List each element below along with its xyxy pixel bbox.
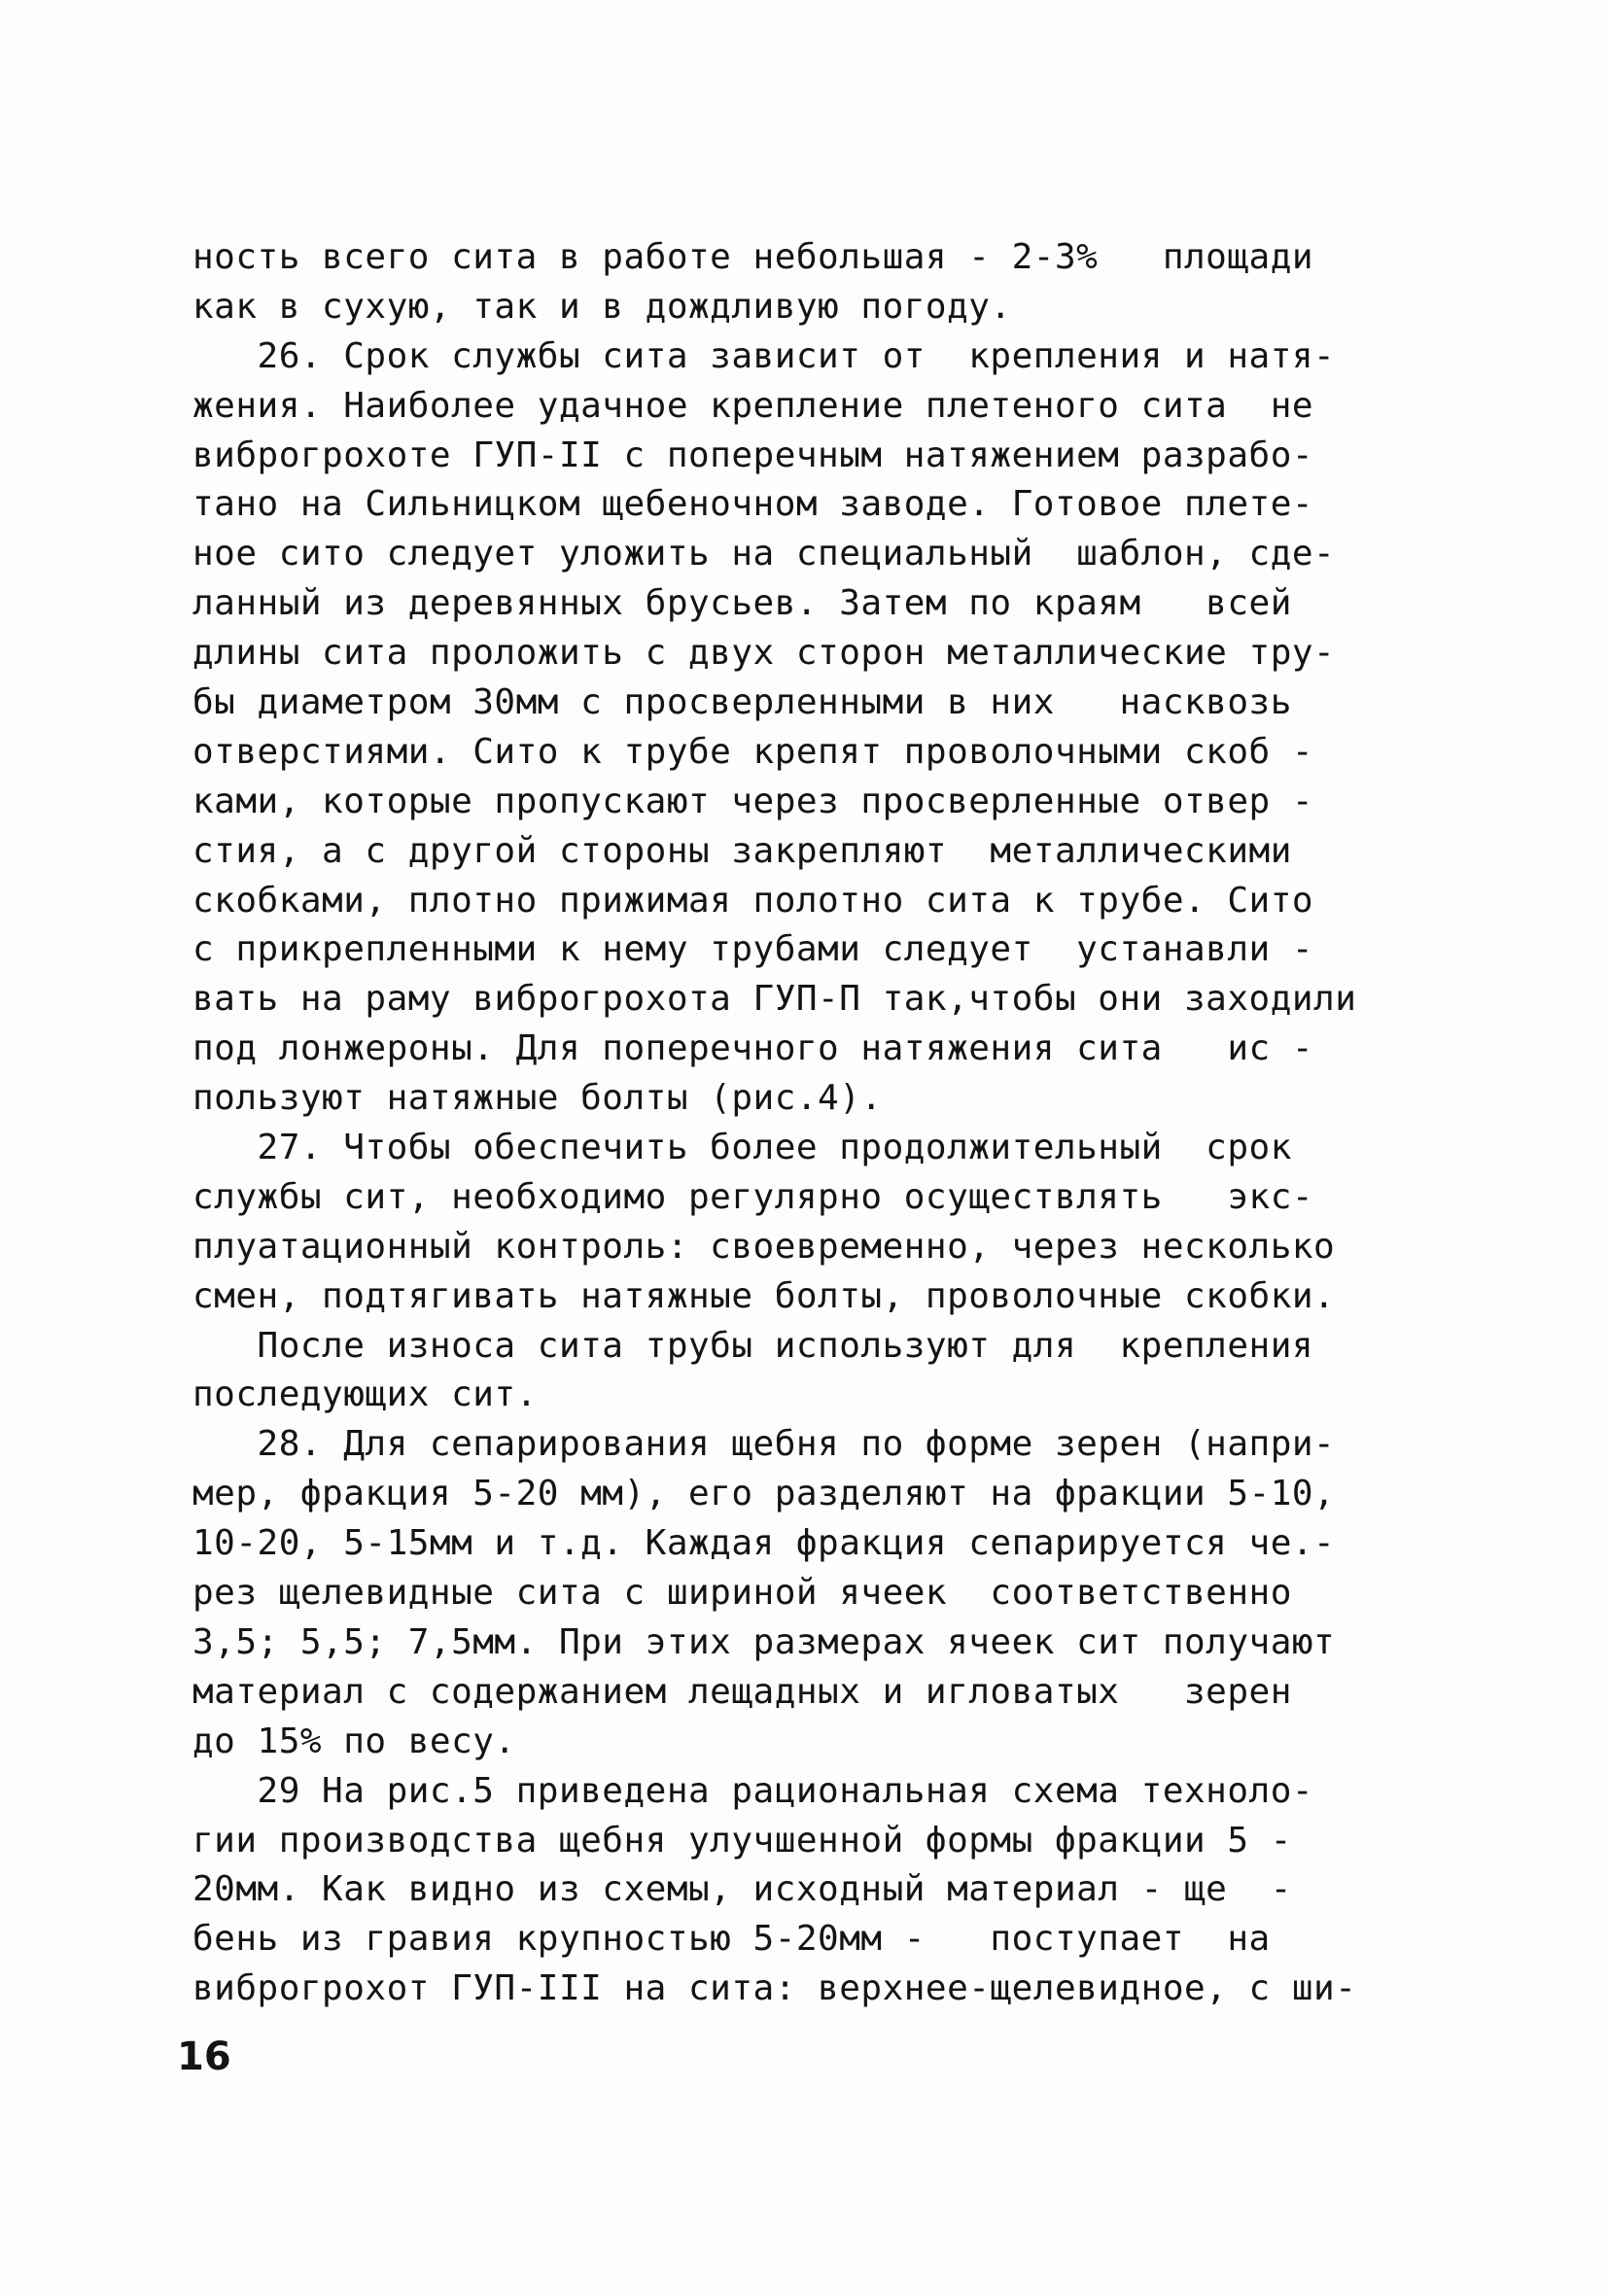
text-line: 27. Чтобы обеспечить более продолжительный срок [192,1128,1292,1168]
text-line: виброгрохоте ГУП-II с поперечным натяжением разрабо- [192,435,1314,475]
text-line: 28. Для сепарирования щебня по форме зерен (напри- [192,1424,1336,1465]
text-line: скобками, плотно прижимая полотно сита к трубе. Сито [192,880,1314,921]
text-line: отверстиями. Сито к трубе крепят проволочными скоб - [192,731,1314,772]
text-line: 3,5; 5,5; 7,5мм. При этих размерах ячеек сит получают [192,1621,1336,1662]
text-line: бень из гравия крупностью 5-20мм - поступает на [192,1919,1271,1960]
page-number: 16 [177,2035,231,2079]
text-line: ланный из деревянных брусьев. Затем по краям всей [192,583,1292,624]
body-text [192,233,1454,2014]
text-line: гии производства щебня улучшенной формы фракции 5 - [192,1820,1292,1861]
text-line: длины сита проложить с двух сторон металлические тру- [192,633,1336,674]
text-line: виброгрохот ГУП-III на сита: верхнее-щелевидное, с ши- [192,1968,1357,2009]
text-line: до 15% по весу. [192,1721,516,1761]
text-line: пользуют натяжные болты (рис.4). [192,1078,883,1119]
text-line: жения. Наиболее удачное крепление плетеного сита не [192,385,1314,426]
text-line: ность всего сита в работе небольшая - 2-3% площади [192,237,1314,277]
text-line: ками, которые пропускают через просверленные отвер - [192,781,1314,821]
text-line: под лонжероны. Для поперечного натяжения сита ис - [192,1028,1314,1069]
text-line: ное сито следует уложить на специальный шаблон, сде- [192,534,1336,574]
text-line: плуатационный контроль: своевременно, через несколько [192,1226,1336,1267]
text-line: службы сит, необходимо регулярно осуществлять экс- [192,1176,1314,1217]
text-line: 20мм. Как видно из схемы, исходный материал - ще - [192,1869,1292,1910]
text-line: смен, подтягивать натяжные болты, проволочные скобки. [192,1275,1336,1316]
text-line: 29 На рис.5 приведена рациональная схема техноло- [192,1770,1314,1811]
text-line: мер, фракция 5-20 мм), его разделяют на фракции 5-10, [192,1474,1336,1514]
text-line: После износа сита трубы используют для крепления [192,1325,1314,1366]
text-line: последующих сит. [192,1374,538,1415]
text-line: бы диаметром 30мм с просверленными в них насквозь [192,682,1292,723]
text-line: как в сухую, так и в дождливую погоду. [192,286,1012,327]
text-line: 10-20, 5-15мм и т.д. Каждая фракция сепарируется че.- [192,1523,1336,1564]
text-line: материал с содержанием лещадных и игловатых зерен [192,1671,1292,1712]
text-line: тано на Сильницком щебеночном заводе. Готовое плете- [192,484,1314,525]
text-line: рез щелевидные сита с шириной ячеек соответственно [192,1573,1292,1614]
text-line: стия, а с другой стороны закрепляют металлическими [192,830,1292,871]
text-line: 26. Срок службы сита зависит от крепления и натя- [192,335,1336,376]
text-line: с прикрепленными к нему трубами следует устанавли - [192,929,1314,970]
text-line: вать на раму виброгрохота ГУП-П так,чтобы они заходили [192,979,1357,1020]
